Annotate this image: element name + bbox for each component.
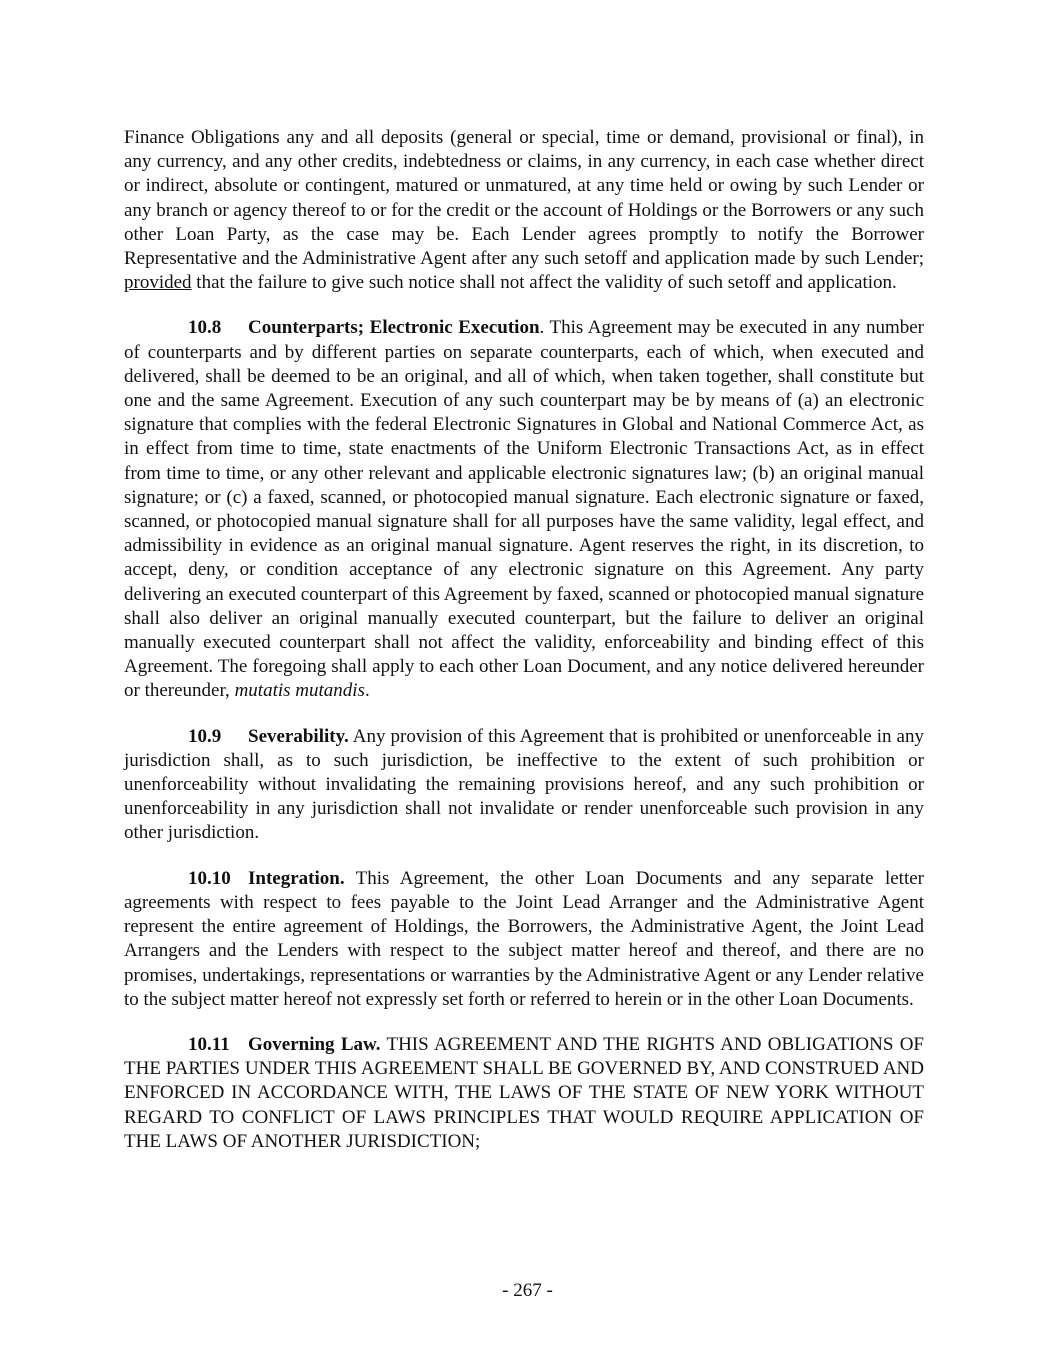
section-10-8: 10.8 Counterparts; Electronic Execution. This Agreement may be executed in any number of counterparts and by different parties on separate counterparts, each of which, when executed and delivered, shall be deemed to be an original, and all of which, when taken together, shall constitute but one and the same Agreement. Execution of any such counterpart may be by means of (a) an electronic signature that complies with the federal Electronic Signatures in Global and National Commerce Act, as in effect from time to time, state enactments of the Uniform Electronic Transactions Act, as in effect from time to time, or any other relevant and applicable electronic signatures law; (b) an original manual signature; or (c) a faxed, scanned, or photocopied manual signature. Each electronic signature or faxed, scanned, or photocopied manual signature shall for all purposes have the same validity, legal effect, and admissibility in evidence as an original manual signature. Agent reserves the right, in its discretion, to accept, deny, or condition acceptance of any electronic signature on this Agreement. Any party delivering an executed counterpart of this Agreement by faxed, scanned or photocopied manual signature shall also deliver an original manually executed counterpart, but the failure to deliver an original manually executed counterpart shall not affect the validity, enforceability and binding effect of this Agreement. The foregoing shall apply to each other Loan Document, and any notice delivered hereunder or thereunder, mutatis mutandis. bbox=[124, 317, 925, 702]
section-title: Counterparts; Electronic Execution bbox=[248, 317, 540, 339]
page-number: - 267 - bbox=[502, 1280, 553, 1301]
document-page bbox=[124, 126, 924, 1154]
section-title: Severability. bbox=[248, 725, 349, 747]
section-number: 10.8 bbox=[188, 317, 222, 339]
section-title: Governing Law. bbox=[248, 1033, 381, 1055]
section-10-10: 10.10 Integration. This Agreement, the other Loan Documents and any separate letter agreements with respect to fees payable to the Joint Lead Arranger and the Administrative Agent represent the entire agreement of Holdings, the Borrowers, the Administrative Agent, the Joint Lead Arrangers and the Lenders with respect to the subject matter hereof and thereof, and there are no promises, undertakings, representations or warranties by the Administrative Agent or any Lender relative to the subject matter hereof not expressly set forth or referred to herein or in the other Loan Documents. bbox=[124, 867, 924, 1010]
section-number: 10.10 bbox=[188, 867, 231, 889]
section-10-11: 10.11 Governing Law. THIS AGREEMENT AND THE RIGHTS AND OBLIGATIONS OF THE PARTIES UNDER THIS AGREEMENT SHALL BE GOVERNED BY, AND CONSTRUED AND ENFORCED IN ACCORDANCE WITH, THE LAWS OF THE STATE OF NEW YORK WITHOUT REGARD TO CONFLICT OF LAWS PRINCIPLES THAT WOULD REQUIRE APPLICATION OF THE LAWS OF ANOTHER JURISDICTION; bbox=[124, 1033, 924, 1152]
italic-term: mutatis mutandis bbox=[234, 680, 365, 702]
section-10-9: 10.9 Severability. Any provision of this Agreement that is prohibited or unenforceable in any jurisdiction shall, as to such jurisdiction, be ineffective to the extent of such prohibition or unenforceability without invalidating the remaining provisions hereof, and any such prohibition or unenforceability in any jurisdiction shall not invalidate or render unenforceable such provision in any other jurisdiction. bbox=[124, 725, 924, 844]
section-number: 10.11 bbox=[188, 1033, 230, 1055]
section-number: 10.9 bbox=[188, 725, 222, 747]
provided-underlined: provided bbox=[124, 272, 192, 294]
section-title: Integration. bbox=[248, 867, 345, 889]
paragraph-setoff-continuation: Finance Obligations any and all deposits (general or special, time or demand, provisional or final), in any currency, and any other credits, indebtedness or claims, in any currency, in each case whether direct or indirect, absolute or contingent, matured or unmatured, at any time held or owing by such Lender or any branch or agency thereof to or for the credit or the account of Holdings or the Borrowers or any such other Loan Party, as the case may be. Each Lender agrees promptly to notify the Borrower Representative and the Administrative Agent after any such setoff and application made by such Lender; provided that the failure to give such notice shall not affect the validity of such setoff and application. bbox=[124, 127, 924, 294]
